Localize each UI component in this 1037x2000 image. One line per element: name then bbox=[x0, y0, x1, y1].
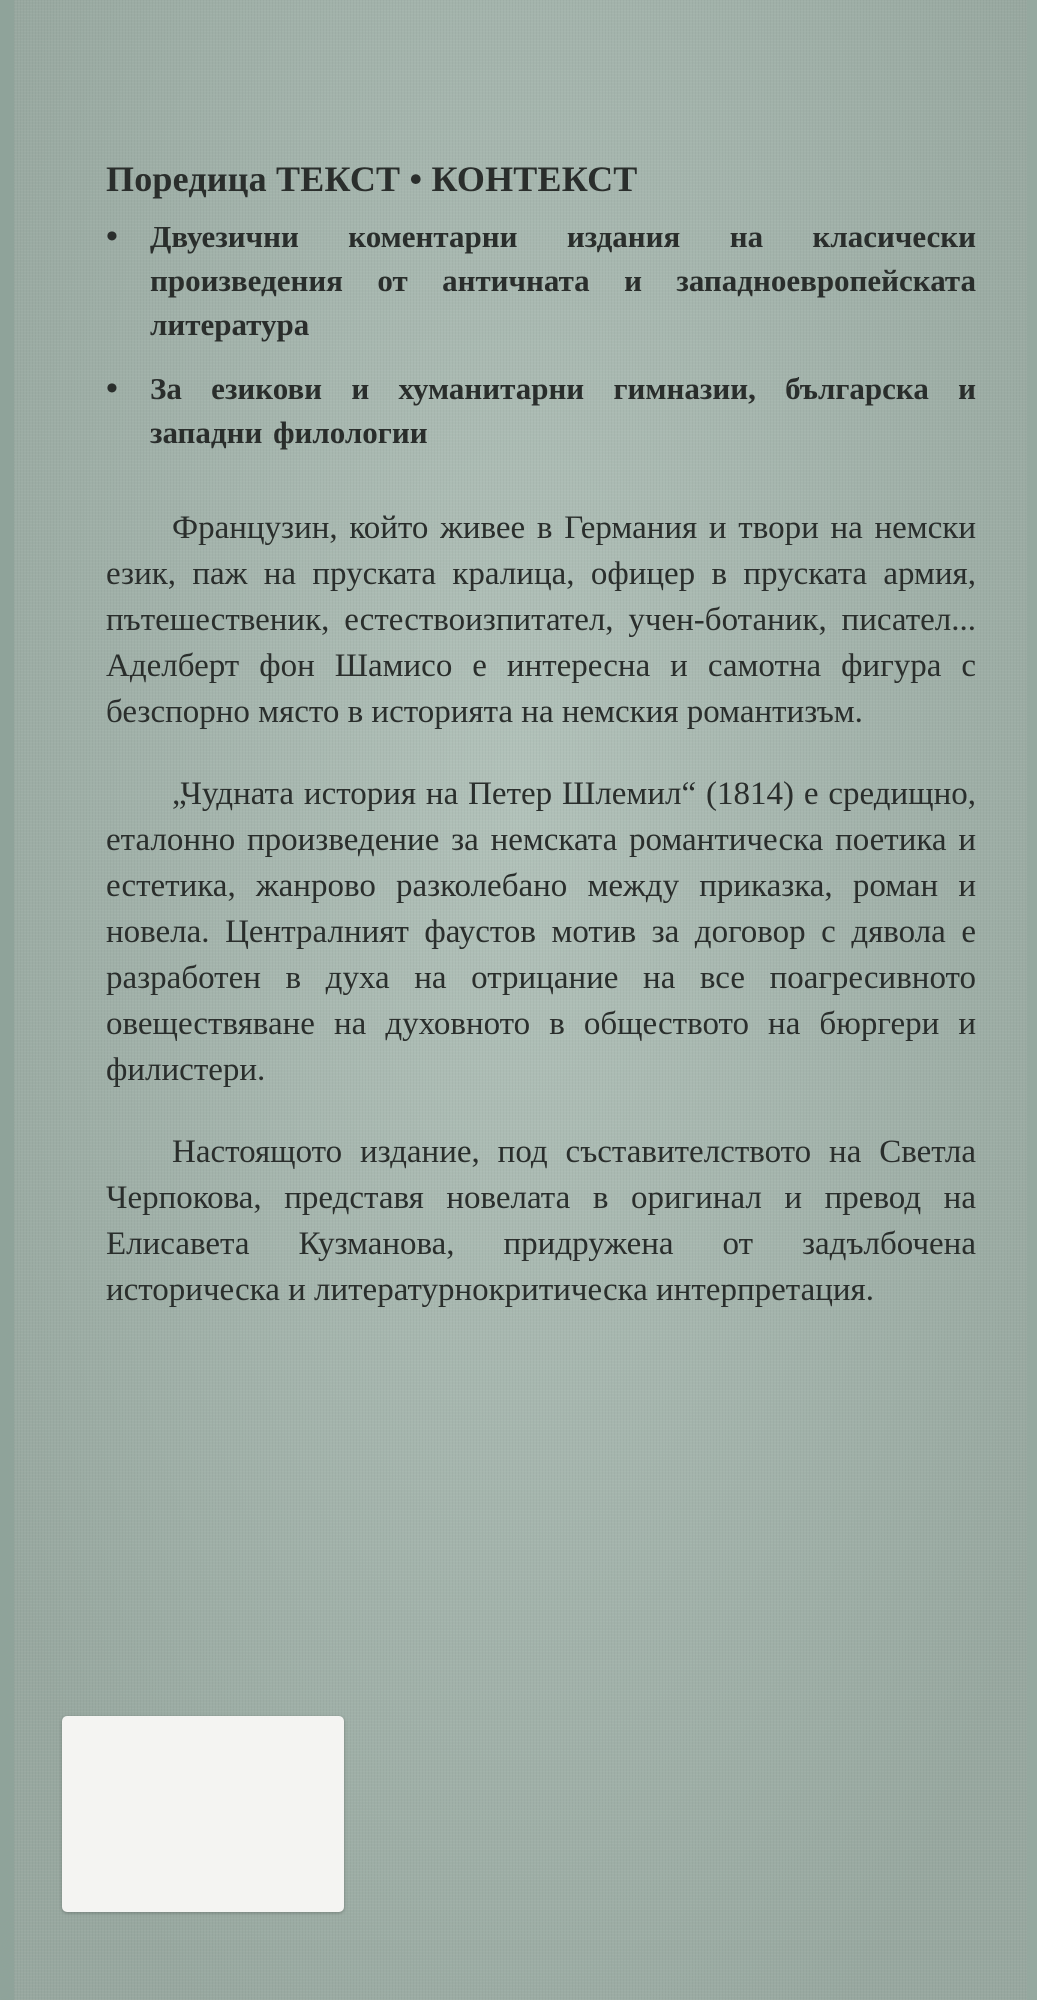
bullet-icon: • bbox=[106, 218, 118, 256]
list-item bbox=[106, 367, 976, 455]
list-item bbox=[106, 215, 976, 347]
author-paragraph: Французин, който живее в Германия и твори на немски език, паж на пруската кралица, офицер в пруската армия, пътешественик, естествоизпитател, учен-ботаник, писател... Аделберт фон Шамисо е интересна и самотна фигура с безспорно място в историята на немския романтизъм. bbox=[106, 510, 976, 731]
edition-paragraph: Настоящото издание, под съставителството на Светла Черпокова, представя новелата в оригинал и превод на Елисавета Кузманова, придружена от задълбочена историческа и литературнокритическа интерпретация. bbox=[106, 1134, 976, 1309]
work-paragraph: „Чудната история на Петер Шлемил“ (1814) е средищно, еталонно произведение за немската романтическа поетика и естетика, жанрово разколебано между приказка, роман и новела. Централният фаустов мотив за договор с дявола е разработен в духа на отрицание на все поагресивното овеществяване на духовното в обществото на бюргери и филистери. bbox=[106, 776, 976, 1089]
list-item-text: За езикови и хуманитарни гимназии, българска и западни филологии bbox=[150, 371, 976, 451]
cover-text-block bbox=[106, 158, 976, 1349]
blank-sticker-label bbox=[62, 1716, 344, 1912]
bullet-icon: • bbox=[106, 370, 118, 408]
series-features-list bbox=[106, 215, 976, 455]
series-title: Поредица ТЕКСТ • КОНТЕКСТ bbox=[106, 159, 638, 199]
list-item-text: Двуезични коментарни издания на класически произведения от античната и западноевропейската литература bbox=[150, 219, 976, 343]
